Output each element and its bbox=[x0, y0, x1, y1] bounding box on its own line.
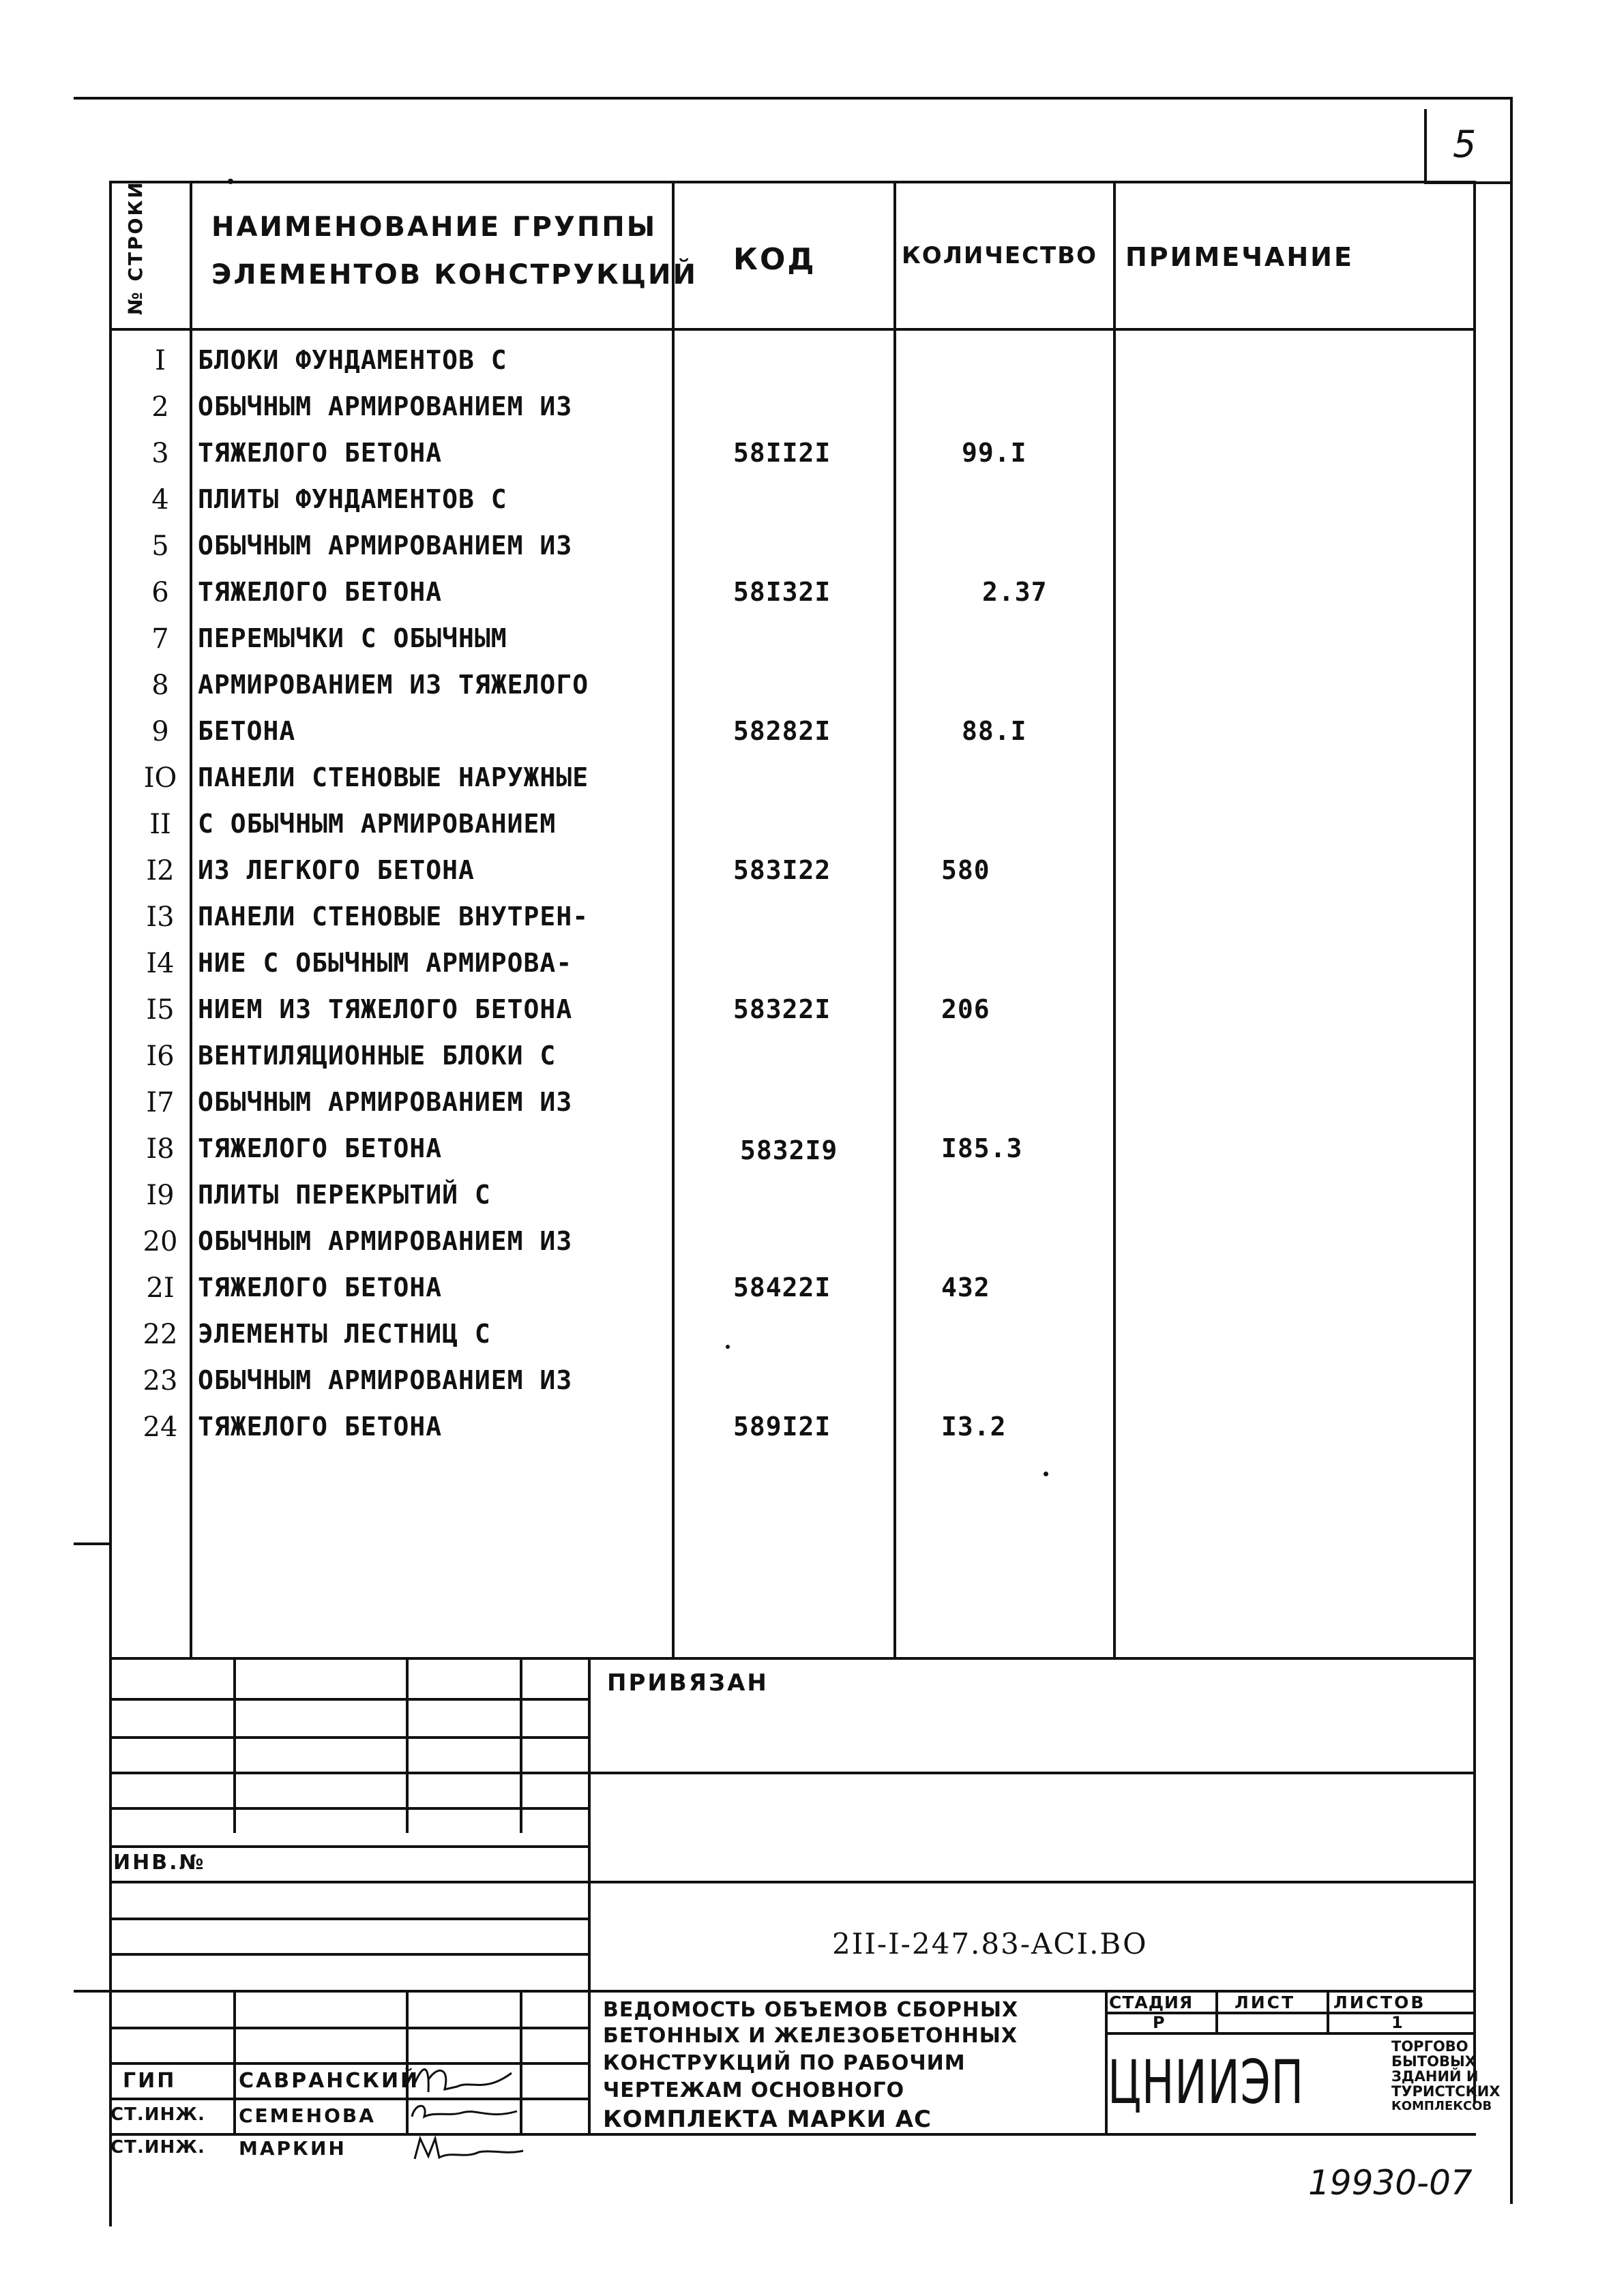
header-bottom-line bbox=[109, 328, 1476, 331]
row-quantity: 206 bbox=[941, 994, 990, 1024]
stamp-line bbox=[109, 1918, 590, 1920]
header-name-line1: НАИМЕНОВАНИЕ ГРУППЫ bbox=[211, 211, 657, 243]
row-name: ОБЫЧНЫМ АРМИРОВАНИЕМ ИЗ bbox=[198, 391, 573, 421]
stamp-line bbox=[109, 1881, 1476, 1883]
row-number: 2I bbox=[146, 1272, 175, 1304]
row-code: 589I2I bbox=[733, 1412, 831, 1442]
sheet-label: ЛИСТ bbox=[1235, 1993, 1296, 2012]
row-number: 7 bbox=[151, 623, 169, 655]
org-sub-line: БЫТОВЫХ bbox=[1391, 2053, 1476, 2070]
row-name: С ОБЫЧНЫМ АРМИРОВАНИЕМ bbox=[198, 809, 557, 839]
row-name: ЭЛЕМЕНТЫ ЛЕСТНИЦ С bbox=[198, 1319, 491, 1349]
row-name: ТЯЖЕЛОГО БЕТОНА bbox=[198, 577, 443, 607]
stamp-line bbox=[109, 1845, 590, 1848]
staff-name: САВРАНСКИЙ bbox=[239, 2069, 420, 2093]
stamp-line bbox=[1105, 2032, 1476, 2035]
row-quantity: 580 bbox=[941, 855, 990, 885]
row-name: ПАНЕЛИ СТЕНОВЫЕ ВНУТРЕН- bbox=[198, 901, 589, 931]
scan-dot bbox=[228, 179, 233, 184]
row-number: I bbox=[155, 345, 166, 376]
row-number: I8 bbox=[146, 1133, 175, 1165]
row-number: 22 bbox=[143, 1319, 178, 1350]
signature-semenova bbox=[408, 2096, 524, 2130]
staff-role: СТ.ИНЖ. bbox=[110, 2137, 205, 2158]
row-name: ИЗ ЛЕГКОГО БЕТОНА bbox=[198, 855, 475, 885]
stamp-line bbox=[109, 1736, 590, 1739]
org-sub-line: ЗДАНИЙ И bbox=[1391, 2068, 1479, 2085]
row-name: ВЕНТИЛЯЦИОННЫЕ БЛОКИ С bbox=[198, 1041, 557, 1071]
header-row-no: № СТРОКИ bbox=[124, 180, 147, 315]
stage-label: СТАДИЯ bbox=[1109, 1993, 1194, 2012]
col-line-name bbox=[672, 181, 675, 1659]
row-quantity: 2.37 bbox=[982, 577, 1048, 607]
right-border-line bbox=[1510, 97, 1513, 2204]
staff-role: СТ.ИНЖ. bbox=[110, 2104, 205, 2125]
stage-value: Р bbox=[1153, 2013, 1167, 2032]
staff-name: СЕМЕНОВА bbox=[239, 2104, 376, 2127]
row-code: 58282I bbox=[733, 716, 831, 746]
row-number: I9 bbox=[146, 1180, 175, 1211]
stamp-line bbox=[109, 1807, 590, 1810]
row-number: 9 bbox=[151, 716, 169, 747]
top-border-line bbox=[74, 97, 1513, 100]
privyazan-label: ПРИВЯЗАН bbox=[607, 1669, 769, 1697]
row-name: ПАНЕЛИ СТЕНОВЫЕ НАРУЖНЫЕ bbox=[198, 762, 589, 792]
stamp-vline bbox=[406, 1657, 409, 1833]
header-code: КОД bbox=[733, 242, 816, 277]
org-sub-line: КОМПЛЕКСОВ bbox=[1391, 2099, 1492, 2113]
row-quantity: I85.3 bbox=[941, 1133, 1023, 1163]
row-number: I7 bbox=[146, 1087, 175, 1118]
stamp-vline bbox=[520, 1657, 522, 1833]
row-name: ПЛИТЫ ФУНДАМЕНТОВ С bbox=[198, 484, 507, 514]
row-number: I5 bbox=[146, 994, 175, 1026]
row-code: 583I22 bbox=[733, 855, 831, 885]
row-quantity: I3.2 bbox=[941, 1412, 1007, 1442]
row-number: I6 bbox=[146, 1041, 175, 1072]
stamp-line bbox=[109, 2133, 1476, 2136]
org-sub-line: ТУРИСТСКИХ bbox=[1391, 2083, 1501, 2100]
row-name: НИЕМ ИЗ ТЯЖЕЛОГО БЕТОНА bbox=[198, 994, 573, 1024]
row-name: ОБЫЧНЫМ АРМИРОВАНИЕМ ИЗ bbox=[198, 531, 573, 561]
row-number: 3 bbox=[151, 438, 169, 469]
row-number: I4 bbox=[146, 948, 175, 979]
col-line-code bbox=[893, 181, 896, 1659]
row-code: 58322I bbox=[733, 994, 831, 1024]
header-quantity: КОЛИЧЕСТВО bbox=[902, 242, 1098, 269]
row-number: 23 bbox=[143, 1365, 178, 1397]
stamp-line bbox=[109, 1772, 1476, 1774]
table-top-line bbox=[109, 181, 1476, 183]
doc-title-line: ВЕДОМОСТЬ ОБЪЕМОВ СБОРНЫХ bbox=[603, 1998, 1019, 2022]
row-name: АРМИРОВАНИЕМ ИЗ ТЯЖЕЛОГО bbox=[198, 670, 589, 700]
stamp-vline bbox=[233, 1657, 236, 1833]
row-number: IO bbox=[143, 762, 177, 794]
stamp-vline bbox=[1327, 1990, 1329, 2032]
staff-role: ГИП bbox=[123, 2069, 177, 2093]
scan-dot bbox=[726, 1345, 730, 1349]
sheet-number: 5 bbox=[1453, 123, 1477, 166]
row-name: ТЯЖЕЛОГО БЕТОНА bbox=[198, 1133, 443, 1163]
row-name: БЕТОНА bbox=[198, 716, 296, 746]
row-number: II bbox=[149, 809, 171, 840]
col-line-qty bbox=[1113, 181, 1116, 1659]
staff-name: МАРКИН bbox=[239, 2137, 346, 2160]
row-code: 58II2I bbox=[733, 438, 831, 468]
signature-savransky bbox=[409, 2059, 518, 2100]
row-name: ОБЫЧНЫМ АРМИРОВАНИЕМ ИЗ bbox=[198, 1226, 573, 1256]
sheets-value: 1 bbox=[1391, 2013, 1405, 2032]
doc-title-line: БЕТОННЫХ И ЖЕЛЕЗОБЕТОННЫХ bbox=[603, 2024, 1018, 2048]
row-code: 5832I9 bbox=[740, 1135, 838, 1165]
doc-title-line: КОНСТРУКЦИЙ ПО РАБОЧИМ bbox=[603, 2051, 966, 2075]
row-number: 8 bbox=[151, 670, 169, 701]
row-name: ТЯЖЕЛОГО БЕТОНА bbox=[198, 1272, 443, 1302]
row-name: ОБЫЧНЫМ АРМИРОВАНИЕМ ИЗ bbox=[198, 1087, 573, 1117]
row-number: 24 bbox=[143, 1412, 178, 1443]
inv-no-label: ИНВ.№ bbox=[113, 1851, 206, 1875]
stamp-vline bbox=[1215, 1990, 1218, 2032]
doc-title-line: ЧЕРТЕЖАМ ОСНОВНОГО bbox=[603, 2078, 905, 2102]
row-name: ОБЫЧНЫМ АРМИРОВАНИЕМ ИЗ bbox=[198, 1365, 573, 1395]
row-name: ТЯЖЕЛОГО БЕТОНА bbox=[198, 438, 443, 468]
row-number: 4 bbox=[151, 484, 169, 516]
row-number: 6 bbox=[151, 577, 169, 608]
row-quantity: 99.I bbox=[962, 438, 1027, 468]
org-sub-line: ТОРГОВО bbox=[1391, 2038, 1468, 2055]
signature-markin bbox=[411, 2132, 527, 2166]
sheets-label: ЛИСТОВ bbox=[1333, 1993, 1426, 2012]
row-number: 5 bbox=[151, 531, 169, 562]
scan-dot bbox=[1044, 1472, 1048, 1476]
row-number: I3 bbox=[146, 901, 175, 933]
row-name: БЛОКИ ФУНДАМЕНТОВ С bbox=[198, 345, 507, 375]
stamp-line bbox=[109, 1953, 590, 1956]
row-quantity: 88.I bbox=[962, 716, 1027, 746]
margin-tick bbox=[74, 1542, 109, 1545]
sheet-box-left bbox=[1424, 109, 1427, 184]
row-name: ПЛИТЫ ПЕРЕКРЫТИЙ С bbox=[198, 1180, 491, 1210]
right-inner-line bbox=[1473, 181, 1476, 2104]
footer-number: 19930-07 bbox=[1308, 2163, 1473, 2203]
stamp-line bbox=[109, 1698, 590, 1701]
row-code: 58422I bbox=[733, 1272, 831, 1302]
row-quantity: 432 bbox=[941, 1272, 990, 1302]
stamp-line bbox=[109, 2027, 590, 2029]
row-name: ТЯЖЕЛОГО БЕТОНА bbox=[198, 1412, 443, 1442]
row-number: 2 bbox=[151, 391, 169, 423]
header-name-line2: ЭЛЕМЕНТОВ КОНСТРУКЦИЙ bbox=[211, 259, 698, 290]
org-name: ЦНИИЭП bbox=[1108, 2047, 1304, 2117]
row-name: НИЕ С ОБЫЧНЫМ АРМИРОВА- bbox=[198, 948, 573, 978]
doc-title-line: КОМПЛЕКТА МАРКИ АС bbox=[603, 2106, 932, 2133]
row-number: I2 bbox=[146, 855, 175, 886]
stamp-vline bbox=[588, 1657, 591, 2134]
row-name: ПЕРЕМЫЧКИ С ОБЫЧНЫМ bbox=[198, 623, 507, 653]
document-code: 2II-I-247.83-ACI.BO bbox=[832, 1927, 1148, 1960]
table-bottom-line bbox=[109, 1657, 1476, 1660]
stamp-vline bbox=[233, 1990, 236, 2136]
header-note: ПРИМЕЧАНИЕ bbox=[1125, 242, 1354, 272]
row-code: 58I32I bbox=[733, 577, 831, 607]
row-number: 20 bbox=[143, 1226, 178, 1257]
